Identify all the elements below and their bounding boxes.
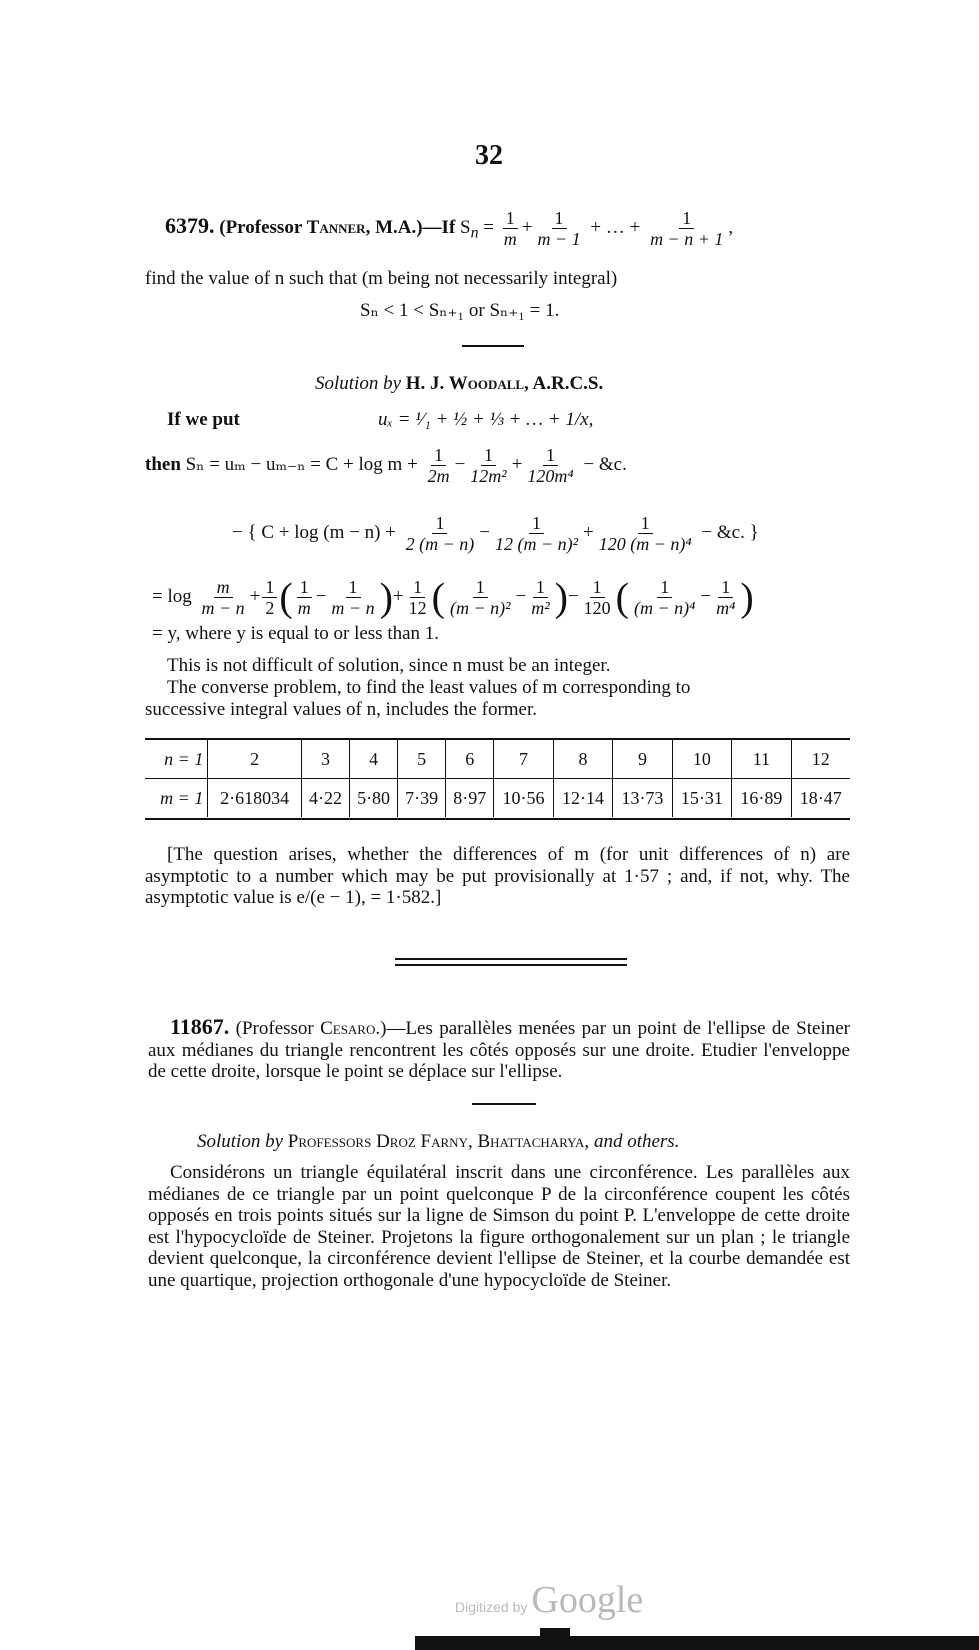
brace-frac-2: $\frac{1}{\text{12 (m − n)²}}$ bbox=[494, 513, 579, 554]
sol1-para2b: successive integral values of n, includes the former. bbox=[145, 699, 538, 720]
table-cell: 4·22 bbox=[301, 779, 349, 818]
sol1-then-eq: Sₙ = uₘ − uₘ₋ₙ = C + log m + bbox=[185, 453, 418, 475]
sol1-brace-text: C + log (m − n) + bbox=[261, 521, 396, 543]
q2-author-suffix: .)— bbox=[375, 1018, 406, 1039]
q2-text: Les parallèles menées par un point de l'ellipse de Steiner aux médianes du triangle rencontrent les côtés opposés sur une droite. Etudier l'enveloppe de cette droite, lorsque le point se déplace sur l'ellipse. bbox=[148, 1018, 850, 1082]
q1-frac-1: $\frac{1}{m}$ bbox=[503, 208, 517, 249]
sol1-note: [The question arises, whether the differences of m (for unit differences of n) are asymptotic to a number which may be put provisionally at 1·57 ; and, if not, why. The asymptotic value is e/(e − 1), = 1·582.] bbox=[145, 844, 850, 908]
then-frac-2: $\frac{1}{\text{12m²}}$ bbox=[470, 445, 507, 486]
short-rule-1 bbox=[462, 345, 524, 347]
sol1-log-line: = log $\frac{m}{m - n}$ + $\frac{1}{2}$ ( $\frac{1}{m}$ − $\frac{1}{m - n}$ )+ $\frac{1}{12}$ ( $\frac{1}{\text{(m − n)²}}$ − $\frac{1}{\text{m²}}$ )− $\frac{1}{120}$ ( $\frac{1}{\text{(m − n)⁴}}$ − $\frac{1}{\text{m⁴}}$ ) bbox=[152, 574, 754, 620]
table-cell: 2 bbox=[208, 740, 302, 779]
sol1-heading-prefix: Solution by bbox=[315, 373, 402, 394]
table-cell: 15·31 bbox=[672, 779, 731, 818]
short-rule-2 bbox=[472, 1103, 536, 1105]
sol1-para1: This is not difficult of solution, since n must be an integer. bbox=[167, 655, 611, 676]
paren3-frac-b: $\frac{1}{\text{m⁴}}$ bbox=[716, 577, 736, 618]
table-cell: 5·80 bbox=[350, 779, 398, 818]
table-row-n bbox=[145, 740, 850, 779]
sol1-log-prefix: = log bbox=[152, 585, 192, 607]
q1-sub-n: n bbox=[470, 224, 479, 242]
table-cell: 13·73 bbox=[613, 779, 672, 818]
table-cell: 18·47 bbox=[791, 779, 850, 818]
paren1-frac-b: $\frac{1}{m - n}$ bbox=[331, 577, 375, 618]
sol1-para2a: The converse problem, to find the least values of m corresponding to bbox=[167, 677, 691, 698]
bottom-edge-bar-tip bbox=[540, 1628, 570, 1638]
sol2-heading-suffix: and others. bbox=[593, 1131, 680, 1152]
values-table bbox=[145, 740, 850, 817]
log-frac: $\frac{m}{m - n}$ bbox=[201, 577, 245, 618]
sol1-y-line: = y, where y is equal to or less than 1. bbox=[152, 623, 440, 644]
sol1-put-eq: uₓ = ¹⁄₁ + ½ + ⅓ + … + 1/x, bbox=[378, 409, 594, 430]
separator-rule-bottom bbox=[395, 964, 627, 966]
table-cell: 3 bbox=[301, 740, 349, 779]
table-cell: 11 bbox=[732, 740, 791, 779]
twelfth-frac: $\frac{1}{12}$ bbox=[408, 577, 427, 618]
q1-statement: 6379. (Professor Tanner, M.A.)—If $S_n$ = $\frac{1}{m}$ + $\frac{1}{m - 1}$ + … + $\frac{1}{m - n + 1}$ , bbox=[165, 208, 734, 249]
sol1-put-label: If we put bbox=[167, 409, 240, 430]
sol2-heading-names: Professors Droz Farny, Bhattacharya, bbox=[287, 1131, 590, 1152]
sol2-heading bbox=[197, 1131, 679, 1153]
q1-eq: = bbox=[483, 216, 494, 238]
table-cell: 4 bbox=[350, 740, 398, 779]
brace-frac-3: $\frac{1}{\text{120 (m − n)⁴}}$ bbox=[598, 513, 692, 554]
sol1-minus-open: − { bbox=[232, 521, 257, 543]
table-cell: 16·89 bbox=[732, 779, 791, 818]
table-cell: 12 bbox=[791, 740, 850, 779]
half-frac: $\frac{1}{2}$ bbox=[262, 577, 277, 618]
sol2-heading-prefix: Solution by bbox=[197, 1131, 284, 1152]
sol2-text: Considérons un triangle équilatéral inscrit dans une circonférence. Les parallèles aux médianes de ce triangle par un point quelconque P de la circonférence coupent les côtés opposés en trois points situés sur la ligne de Simson du point P. L'enveloppe de cette droite est l'hypocycloïde de Steiner. Projetons la figure orthogonalement sur un plan ; le triangle devient quelconque, la circonférence devient l'ellipse de Steiner, et la courbe demandée est une quartique, projection orthogonale d'une hypocycloïde de Steiner. bbox=[148, 1162, 850, 1291]
table-cell: 10 bbox=[672, 740, 731, 779]
q1-author-prefix: (Professor bbox=[219, 216, 307, 238]
q1-dots: + … + bbox=[590, 216, 641, 238]
brace-frac-1: $\frac{1}{2 (m - n)}$ bbox=[405, 513, 475, 554]
sol1-then-line: then Sₙ = uₘ − uₘ₋ₙ = C + log m + $\frac{1}{2m}$ − $\frac{1}{\text{12m²}}$ + $\frac{1}{\text{120m⁴}}$ − &c. bbox=[145, 445, 627, 486]
table-cell: m = 1 bbox=[160, 787, 204, 808]
q1-frac-3: $\frac{1}{m - n + 1}$ bbox=[650, 208, 724, 249]
q1-number: 6379. bbox=[165, 212, 215, 238]
q1-sn: S bbox=[460, 216, 471, 238]
table-cell: 12·14 bbox=[553, 779, 612, 818]
sol1-then-label: then bbox=[145, 453, 181, 475]
q2-author-prefix: (Professor bbox=[235, 1018, 321, 1039]
then-frac-3: $\frac{1}{\text{120m⁴}}$ bbox=[527, 445, 574, 486]
table-row-m bbox=[145, 779, 850, 818]
paren2-frac-b: $\frac{1}{\text{m²}}$ bbox=[531, 577, 550, 618]
q1-frac-2: $\frac{1}{m - 1}$ bbox=[537, 208, 581, 249]
table-cell: 8·97 bbox=[446, 779, 494, 818]
then-frac-1: $\frac{1}{2m}$ bbox=[427, 445, 450, 486]
table-cell: 2·618034 bbox=[208, 779, 302, 818]
page-number: 32 bbox=[475, 140, 503, 171]
google-wordmark: Google bbox=[531, 1579, 644, 1621]
separator-rule-top bbox=[395, 958, 627, 960]
table-cell: 7·39 bbox=[398, 779, 446, 818]
table-cell: 8 bbox=[553, 740, 612, 779]
q1-line3: Sₙ < 1 < Sₙ₊₁ or Sₙ₊₁ = 1. bbox=[360, 300, 560, 321]
paren2-frac-a: $\frac{1}{\text{(m − n)²}}$ bbox=[449, 577, 511, 618]
q1-line2: find the value of n such that (m being not necessarily integral) bbox=[145, 268, 618, 289]
q1-author-suffix: , M.A.)—If bbox=[365, 216, 456, 238]
sol1-heading-name: H. J. Woodall, A.R.C.S. bbox=[405, 373, 604, 394]
q1-author: Tanner bbox=[306, 216, 366, 238]
q2-number: 11867. bbox=[170, 1014, 230, 1039]
table-cell: 10·56 bbox=[494, 779, 553, 818]
paren1-frac-a: $\frac{1}{m}$ bbox=[297, 577, 311, 618]
bottom-edge-bar bbox=[415, 1636, 979, 1650]
sol1-heading bbox=[315, 373, 603, 395]
q2-author: Cesaro bbox=[320, 1018, 376, 1039]
sol1-brace-tail: − &c. } bbox=[701, 521, 759, 543]
sol1-then-tail: − &c. bbox=[583, 453, 627, 475]
table-cell: 9 bbox=[613, 740, 672, 779]
onetwenty-frac: $\frac{1}{120}$ bbox=[583, 577, 611, 618]
table-cell: 5 bbox=[398, 740, 446, 779]
table-cell: 7 bbox=[494, 740, 553, 779]
q2-statement bbox=[148, 1016, 850, 1083]
table-bottom-rule bbox=[145, 818, 850, 820]
digitized-label: Digitized by bbox=[455, 1599, 528, 1615]
table-cell: n = 1 bbox=[145, 740, 208, 779]
sol1-brace-line: − { C + log (m − n) + $\frac{1}{2 (m - n)}$ − $\frac{1}{\text{12 (m − n)²}}$ + $\frac{1}{\text{120 (m − n)⁴}}$ − &c. } bbox=[232, 513, 759, 554]
paren3-frac-a: $\frac{1}{\text{(m − n)⁴}}$ bbox=[633, 577, 696, 618]
digitized-by-google-logo bbox=[455, 1578, 643, 1622]
table-cell: 6 bbox=[446, 740, 494, 779]
